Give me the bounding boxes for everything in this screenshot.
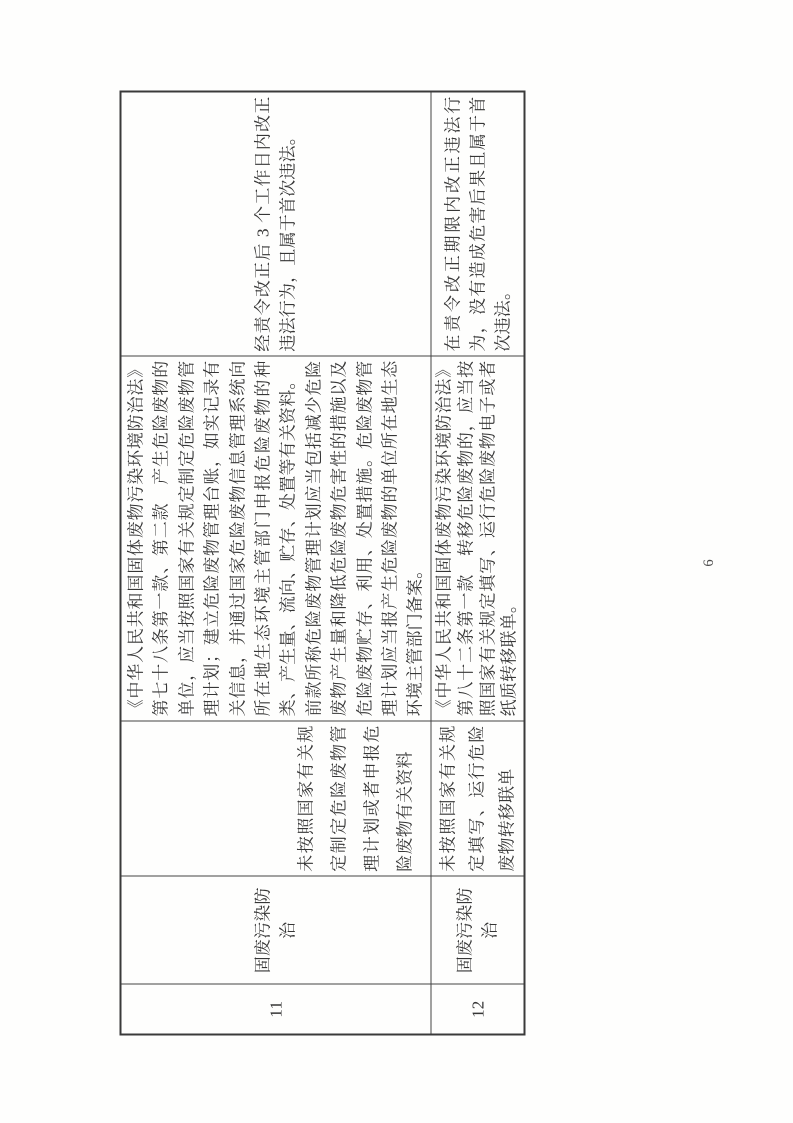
page-number: 6 [701,559,717,567]
violation-text: 未按照国家有关规定制定危险废物管理计划或者申报危险废物有关资料 [296,725,415,872]
legal-basis-paragraph: 《中华人民共和国固体废物污染环境防治法》第八十二条第一款 转移危险废物的，应当按照国家有关规定填写、运行危险废物电子或者纸质转移联单。 [434,360,519,717]
legal-basis-paragraph: 《中华人民共和国固体废物污染环境防治法》第七十八条第一款、第二款 产生危险废物的单位，应当按照国家有关规定制定危险废物管理计划；建立危险废物管理台账，如实记录有关信息，并通过国家危险废物信息管理系统向所在地生态环境主管部门申报危险废物的种类、产生量、流向、贮存、处置等有关资料。 [126,360,298,717]
cell-serial-number [121,984,431,1034]
cell-violation [121,721,431,876]
cell-serial-number [431,984,525,1034]
cell-first-violation-condition [121,92,431,357]
cell-legal-basis [121,356,431,721]
category-label: 固废污染防治 [455,887,500,974]
rotated-table-container [120,91,522,1036]
legal-basis-paragraph: 前款所称危险废物管理计划应当包括减少危险废物产生量和降低危险废物危害性的措施以及危险废物贮存、利用、处置措施。危险废物管理计划应当报产生危险废物的单位所在地生态环境主管部门备案。 [304,360,425,717]
condition-text: 在责令改正期限内改正违法行为，没有造成危害后果且属于首次违法。 [443,96,513,352]
category-label: 固废污染防治 [253,887,298,974]
table-row [121,92,431,1035]
serial-number: 12 [468,1000,488,1018]
condition-text: 经责令改正后 3 个工作日内改正违法行为，且属于首次违法。 [253,96,298,352]
cell-violation [431,721,525,876]
document-table [120,91,526,1036]
cell-category [121,876,431,984]
cell-category [431,876,525,984]
cell-first-violation-condition [431,92,525,357]
violation-text: 未按照国家有关规定填写、运行危险废物转移联单 [438,725,517,872]
serial-number: 11 [266,1000,286,1018]
table-row [431,92,525,1035]
cell-legal-basis [431,356,525,721]
